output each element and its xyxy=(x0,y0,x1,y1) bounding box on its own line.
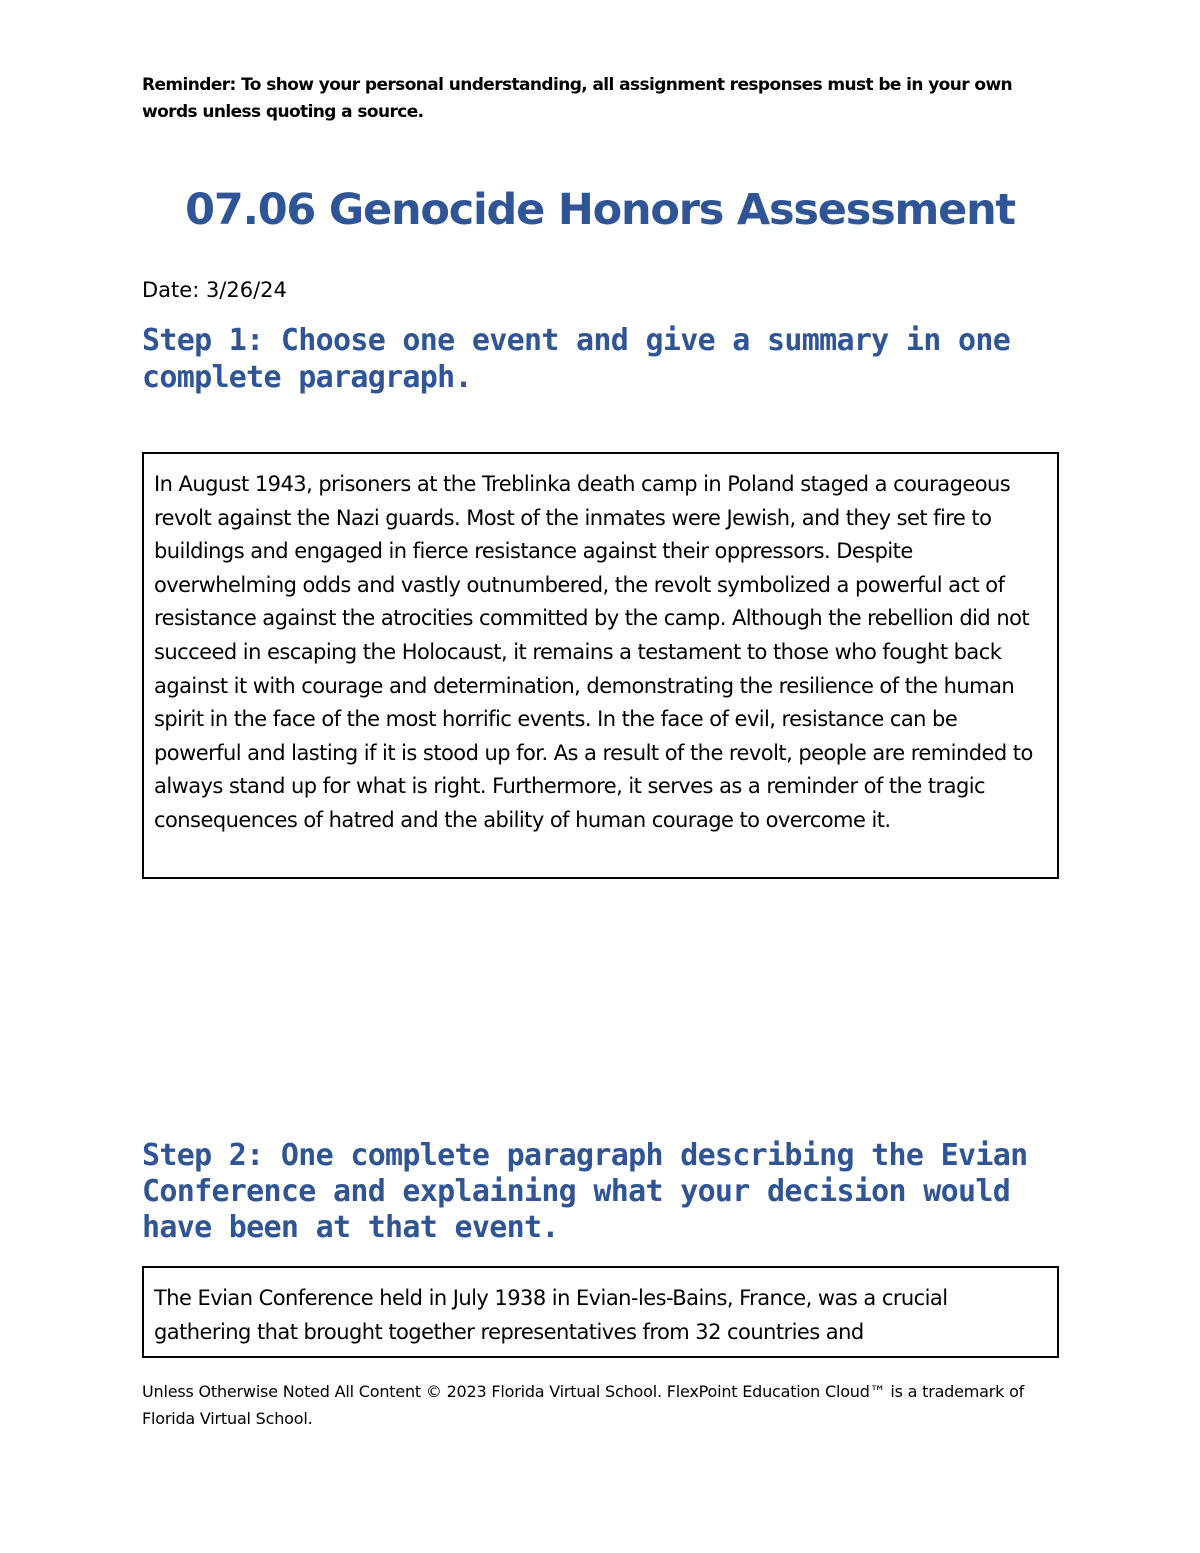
date-line: Date: 3/26/24 xyxy=(142,278,287,302)
step2-heading: Step 2: One complete paragraph describing the Evian Conference and explaining what your decision would have been at that event. xyxy=(142,1138,1028,1245)
step1-heading: Step 1: Choose one event and give a summary in one complete paragraph. xyxy=(142,323,1011,395)
reminder-note: Reminder: To show your personal understanding, all assignment responses must be in your own words unless quoting a source. xyxy=(142,75,1013,122)
page-title: 07.06 Genocide Honors Assessment xyxy=(185,185,1015,235)
copyright-footer: Unless Otherwise Noted All Content © 2023 Florida Virtual School. FlexPoint Education Cloud™ is a trademark of Florida Virtual School. xyxy=(142,1382,1025,1428)
step1-answer-box[interactable]: In August 1943, prisoners at the Treblinka death camp in Poland staged a courageous revolt against the Nazi guards. Most of the inmates were Jewish, and they set fire to buildings and engaged in fierce resistance against their oppressors. Despite overwhelming odds and vastly outnumbered, the revolt symbolized a powerful act of resistance against the atrocities committed by the camp. Although the rebellion did not succeed in escaping the Holocaust, it remains a testament to those who fought back against it with courage and determination, demonstrating the resilience of the human spirit in the face of the most horrific events. In the face of evil, resistance can be powerful and lasting if it is stood up for. As a result of the revolt, people are reminded to always stand up for what is right. Furthermore, it serves as a reminder of the tragic consequences of hatred and the ability of human courage to overcome it. xyxy=(142,452,1059,879)
step2-answer-box[interactable]: The Evian Conference held in July 1938 in Evian-les-Bains, France, was a crucial gathering that brought together representatives from 32 countries and xyxy=(142,1266,1059,1358)
